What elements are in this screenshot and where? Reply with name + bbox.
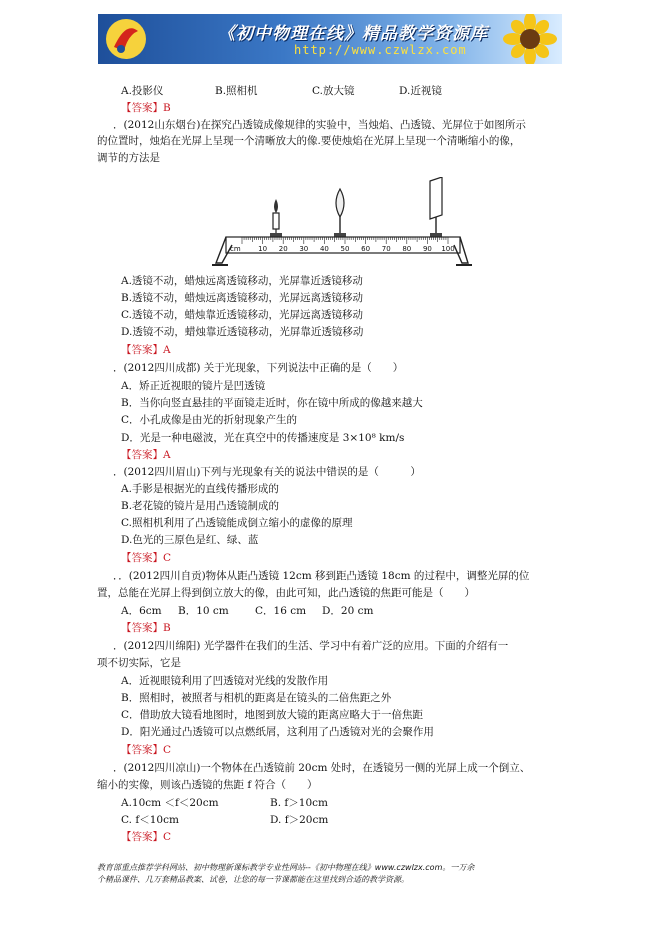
answer-label: 【答案】A: [121, 449, 171, 461]
question-stem: ．(2012四川成都) 关于光现象，下列说法中正确的是（ ）: [113, 362, 404, 374]
answer-label: 【答案】A: [121, 344, 171, 356]
option-c: C.照相机利用了凸透镜能成倒立缩小的虚像的原理: [121, 517, 353, 529]
ruler-tick-label: 30: [299, 245, 309, 253]
header-url[interactable]: http://www.czwlzx.com: [294, 43, 467, 57]
sunflower-icon: [490, 14, 562, 64]
option-b: B．10 cm: [178, 605, 229, 617]
option-c: C．小孔成像是由光的折射现象产生的: [121, 414, 298, 426]
ruler-tick-label: 70: [381, 245, 391, 253]
option-b: B．照相时，被照者与相机的距离是在镜头的二倍焦距之外: [121, 692, 392, 704]
option-a: A．6cm: [121, 605, 162, 617]
option-d: D.近视镜: [399, 85, 442, 97]
option-d: D．阳光通过凸透镜可以点燃纸屑，这利用了凸透镜对光的会聚作用: [121, 726, 434, 738]
question-stem: 置，总能在光屏上得到倒立放大的像，由此可知，此凸透镜的焦距可能是（ ）: [97, 587, 475, 599]
option-a: A.透镜不动，蜡烛远离透镜移动，光屏靠近透镜移动: [121, 275, 363, 287]
question-stem: 缩小的实像，则该凸透镜的焦距 f 符合（ ）: [97, 779, 318, 791]
option-d: D．光是一种电磁波，光在真空中的传播速度是 3×10⁸ km/s: [121, 432, 405, 444]
option-d: D.色光的三原色是红、绿、蓝: [121, 534, 259, 546]
option-a: A.10cm ＜f＜20cm: [121, 797, 219, 809]
footer-line: 个精品课件、几万套精品教案、试卷，让您的每一节课都能在这里找到合适的教学资源。: [97, 875, 409, 884]
question-stem: ．(2012四川凉山)一个物体在凸透镜前 20cm 处时，在透镜另一侧的光屏上成一个倒立、: [113, 762, 531, 774]
site-logo-icon: [104, 17, 148, 61]
answer-label: 【答案】C: [121, 552, 172, 564]
option-a: A．矫正近视眼的镜片是凹透镜: [121, 380, 266, 392]
option-a: A.手影是根据光的直线传播形成的: [121, 483, 279, 495]
option-c: C．16 cm: [255, 605, 307, 617]
option-b: B. f＞10cm: [270, 797, 328, 809]
light-screen-icon: [430, 177, 442, 235]
question-stem: 项不切实际，它是: [97, 657, 181, 669]
option-a: A．近视眼镜利用了凹透镜对光线的发散作用: [121, 675, 329, 687]
option-c: C. f＜10cm: [121, 814, 179, 826]
ruler-tick-label: 50: [340, 245, 350, 253]
question-stem: ．(2012四川绵阳) 光学器件在我们的生活、学习中有着广泛的应用。下面的介绍有一: [113, 640, 509, 652]
option-c: C．借助放大镜看地图时，地图到放大镜的距离应略大于一倍焦距: [121, 709, 424, 721]
ruler-tick-label: 40: [319, 245, 329, 253]
answer-label: 【答案】B: [121, 622, 171, 634]
option-b: B.照相机: [215, 85, 258, 97]
header-title: 《初中物理在线》精品教学资源库: [218, 24, 488, 44]
option-d: D.透镜不动，蜡烛靠近透镜移动，光屏靠近透镜移动: [121, 326, 364, 338]
option-c: C.放大镜: [312, 85, 355, 97]
ruler-tick-label: 10: [258, 245, 268, 253]
convex-lens-icon: [336, 189, 344, 235]
option-b: B.透镜不动，蜡烛远离透镜移动，光屏远离透镜移动: [121, 292, 364, 304]
question-stem: ．(2012四川眉山)下列与光现象有关的说法中错误的是（ ）: [113, 466, 421, 478]
ruler-tick-label: 20: [278, 245, 288, 253]
footer-line: 教育部重点推荐学科网站、初中物理新课标教学专业性网站--《初中物理在线》www.czwlzx.com。一万余: [97, 863, 475, 872]
option-d: D．20 cm: [322, 605, 374, 617]
question-stem: ．(2012山东烟台)在探究凸透镜成像规律的实验中，当烛焰、凸透镜、光屏位于如图所示: [113, 119, 526, 131]
option-b: B．当你向竖直悬挂的平面镜走近时，你在镜中所成的像越来越大: [121, 397, 423, 409]
answer-label: 【答案】C: [121, 831, 172, 843]
page-footer: [97, 862, 577, 886]
header-banner: [98, 14, 562, 64]
answer-label: 【答案】B: [121, 102, 171, 114]
candle-icon: [273, 199, 279, 235]
ruler-tick-label: 90: [422, 245, 432, 253]
answer-label: 【答案】C: [121, 744, 172, 756]
option-b: B.老花镜的镜片是用凸透镜制成的: [121, 500, 280, 512]
ruler-tick-label: 80: [402, 245, 412, 253]
option-c: C.透镜不动，蜡烛靠近透镜移动，光屏远离透镜移动: [121, 309, 363, 321]
optical-bench-diagram: [212, 177, 472, 271]
question-stem: ．．(2012四川自贡)物体从距凸透镜 12cm 移到距凸透镜 18cm 的过程中，调整光屏的位: [113, 570, 530, 582]
question-stem: 的位置时，烛焰在光屏上呈现一个清晰放大的像.要使烛焰在光屏上呈现一个清晰缩小的像，: [97, 135, 521, 147]
question-stem: 调节的方法是: [97, 152, 160, 164]
ruler-tick-label: 60: [361, 245, 371, 253]
option-a: A.投影仪: [121, 85, 164, 97]
option-d: D. f＞20cm: [270, 814, 329, 826]
ruler-tick-label: 100: [441, 245, 455, 253]
ruler-tick-label: cm: [230, 245, 241, 253]
